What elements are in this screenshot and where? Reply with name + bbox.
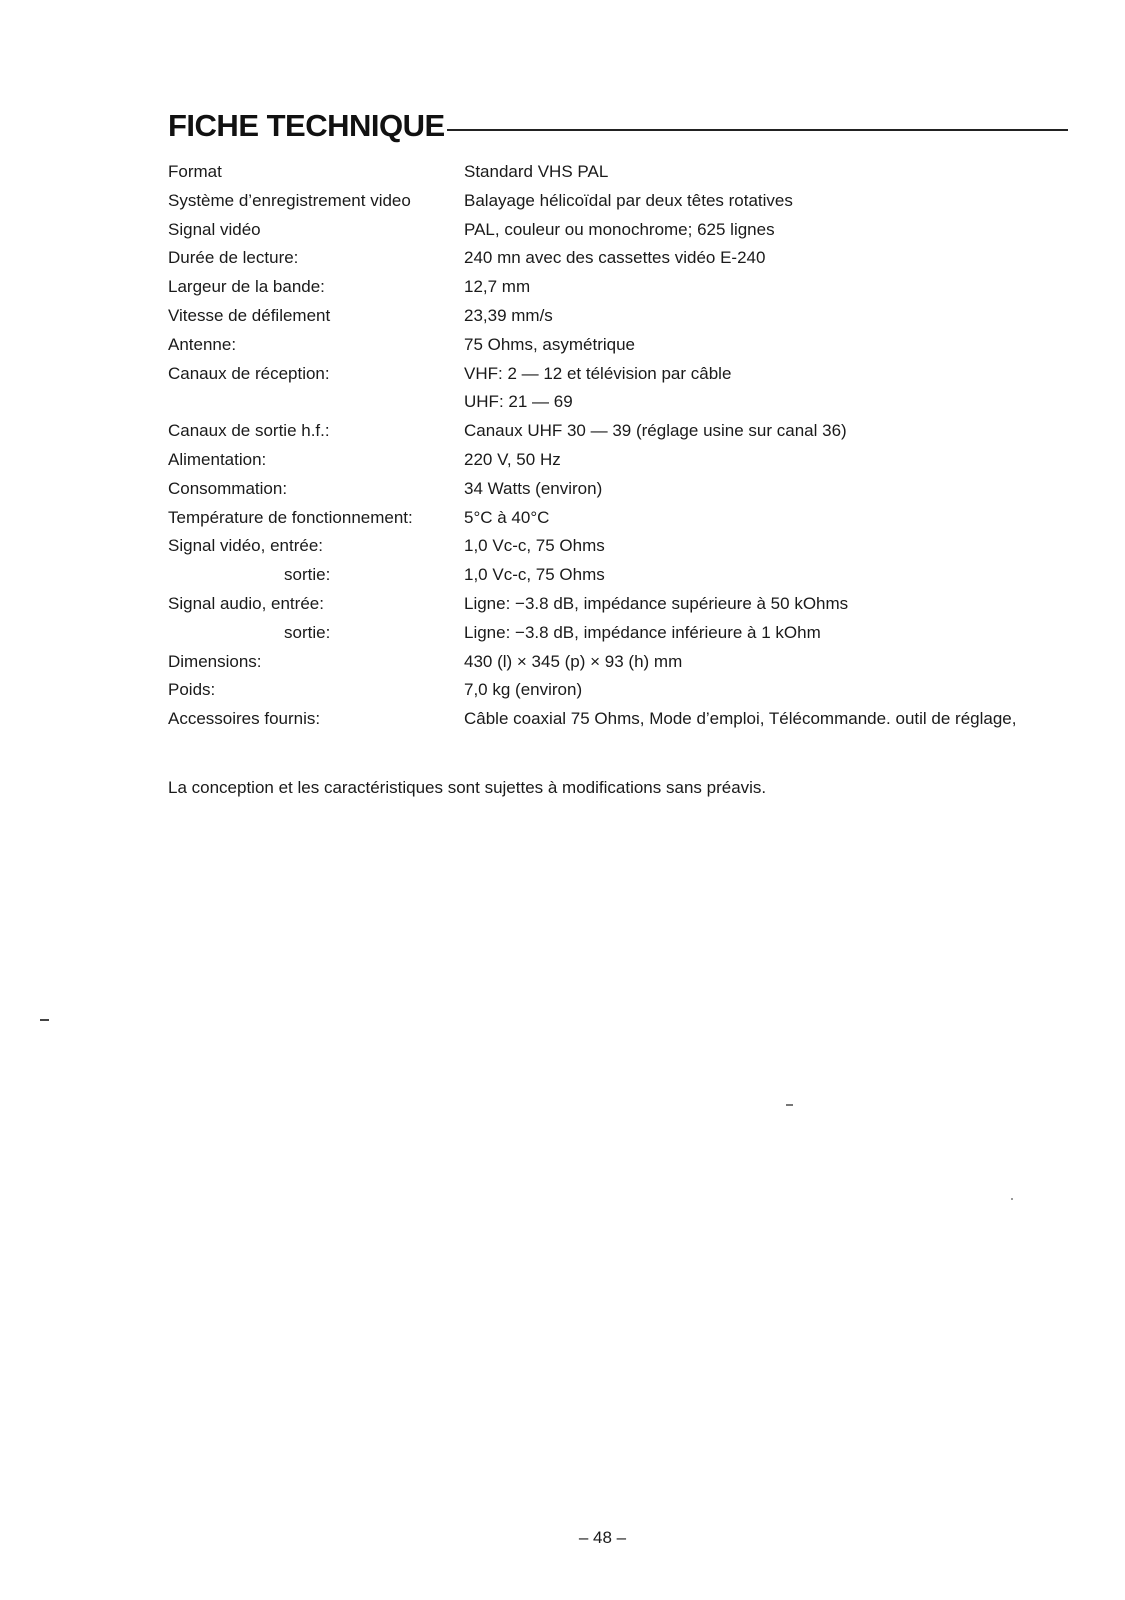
spec-label: Antenne: <box>168 334 237 354</box>
scan-speck <box>40 1019 49 1021</box>
page-title: FICHE TECHNIQUE <box>168 108 445 143</box>
spec-value: PAL, couleur ou monochrome; 625 lignes <box>464 219 775 239</box>
spec-value: 1,0 Vc-c, 75 Ohms <box>464 565 605 585</box>
spec-row <box>168 705 1048 734</box>
spec-table <box>168 158 1048 734</box>
spec-value: 240 mn avec des cassettes vidéo E-240 <box>464 248 766 268</box>
spec-label: Durée de lecture: <box>168 248 299 268</box>
spec-row <box>168 273 1048 302</box>
spec-row <box>168 504 1048 533</box>
spec-row <box>168 417 1048 446</box>
spec-label <box>168 388 464 417</box>
spec-row <box>168 590 1048 619</box>
spec-label: sortie: <box>284 565 331 585</box>
spec-row <box>168 676 1048 705</box>
spec-label: Poids: <box>168 680 216 700</box>
spec-value: 430 (l) × 345 (p) × 93 (h) mm <box>464 651 683 671</box>
spec-row <box>168 302 1048 331</box>
spec-value: 220 V, 50 Hz <box>464 449 561 469</box>
title-rule <box>447 129 1068 131</box>
spec-row <box>168 388 1048 417</box>
spec-label: Système d’enregistrement video <box>168 190 411 210</box>
spec-row <box>168 619 1048 648</box>
spec-label: Canaux de sortie h.f.: <box>168 421 330 441</box>
spec-value: Canaux UHF 30 — 39 (réglage usine sur canal 36) <box>464 421 847 441</box>
spec-row <box>168 158 1048 187</box>
spec-row <box>168 561 1048 590</box>
scan-speck <box>786 1104 793 1106</box>
spec-label: Canaux de réception: <box>168 363 330 383</box>
page-number: – 48 – <box>578 1528 627 1547</box>
spec-label: Vitesse de défilement <box>168 305 331 325</box>
spec-row <box>168 475 1048 504</box>
spec-label: Dimensions: <box>168 651 262 671</box>
spec-value: 7,0 kg (environ) <box>464 680 583 700</box>
spec-label: Signal vidéo <box>168 219 261 239</box>
spec-label: Format <box>168 162 222 181</box>
spec-value: UHF: 21 — 69 <box>464 392 573 412</box>
spec-value: Balayage hélicoïdal par deux têtes rotatives <box>464 190 793 210</box>
spec-row <box>168 331 1048 360</box>
spec-label: Température de fonctionnement: <box>168 507 413 527</box>
spec-label: Largeur de la bande: <box>168 277 325 297</box>
spec-label: Consommation: <box>168 478 288 498</box>
spec-value: 5°C à 40°C <box>464 507 550 527</box>
spec-value: Ligne: −3.8 dB, impédance inférieure à 1 kOhm <box>464 622 821 642</box>
spec-row <box>168 648 1048 677</box>
spec-row <box>168 360 1048 389</box>
spec-value: Standard VHS PAL <box>464 162 609 181</box>
scan-speck <box>1011 1198 1013 1200</box>
title-row <box>168 104 1068 148</box>
spec-label: Signal audio, entrée: <box>168 593 324 613</box>
spec-row <box>168 446 1048 475</box>
spec-row <box>168 244 1048 273</box>
spec-value: 1,0 Vc-c, 75 Ohms <box>464 536 605 556</box>
spec-value: 75 Ohms, asymétrique <box>464 334 636 354</box>
spec-value: Ligne: −3.8 dB, impédance supérieure à 50 kOhms <box>464 593 849 613</box>
spec-label: Alimentation: <box>168 449 267 469</box>
spec-value: 12,7 mm <box>464 277 531 297</box>
spec-label: sortie: <box>284 622 331 642</box>
spec-label: Signal vidéo, entrée: <box>168 536 323 556</box>
spec-row <box>168 216 1048 245</box>
spec-row <box>168 532 1048 561</box>
spec-value: 23,39 mm/s <box>464 305 553 325</box>
spec-label: Accessoires fournis: <box>168 709 321 729</box>
spec-row <box>168 187 1048 216</box>
disclaimer-note: La conception et les caractéristiques sont sujettes à modifications sans préavis. <box>168 778 767 797</box>
spec-value: VHF: 2 — 12 et télévision par câble <box>464 363 732 383</box>
spec-value: 34 Watts (environ) <box>464 478 603 498</box>
spec-value: Câble coaxial 75 Ohms, Mode d’emploi, Télécommande. outil de réglage, <box>464 709 1017 729</box>
